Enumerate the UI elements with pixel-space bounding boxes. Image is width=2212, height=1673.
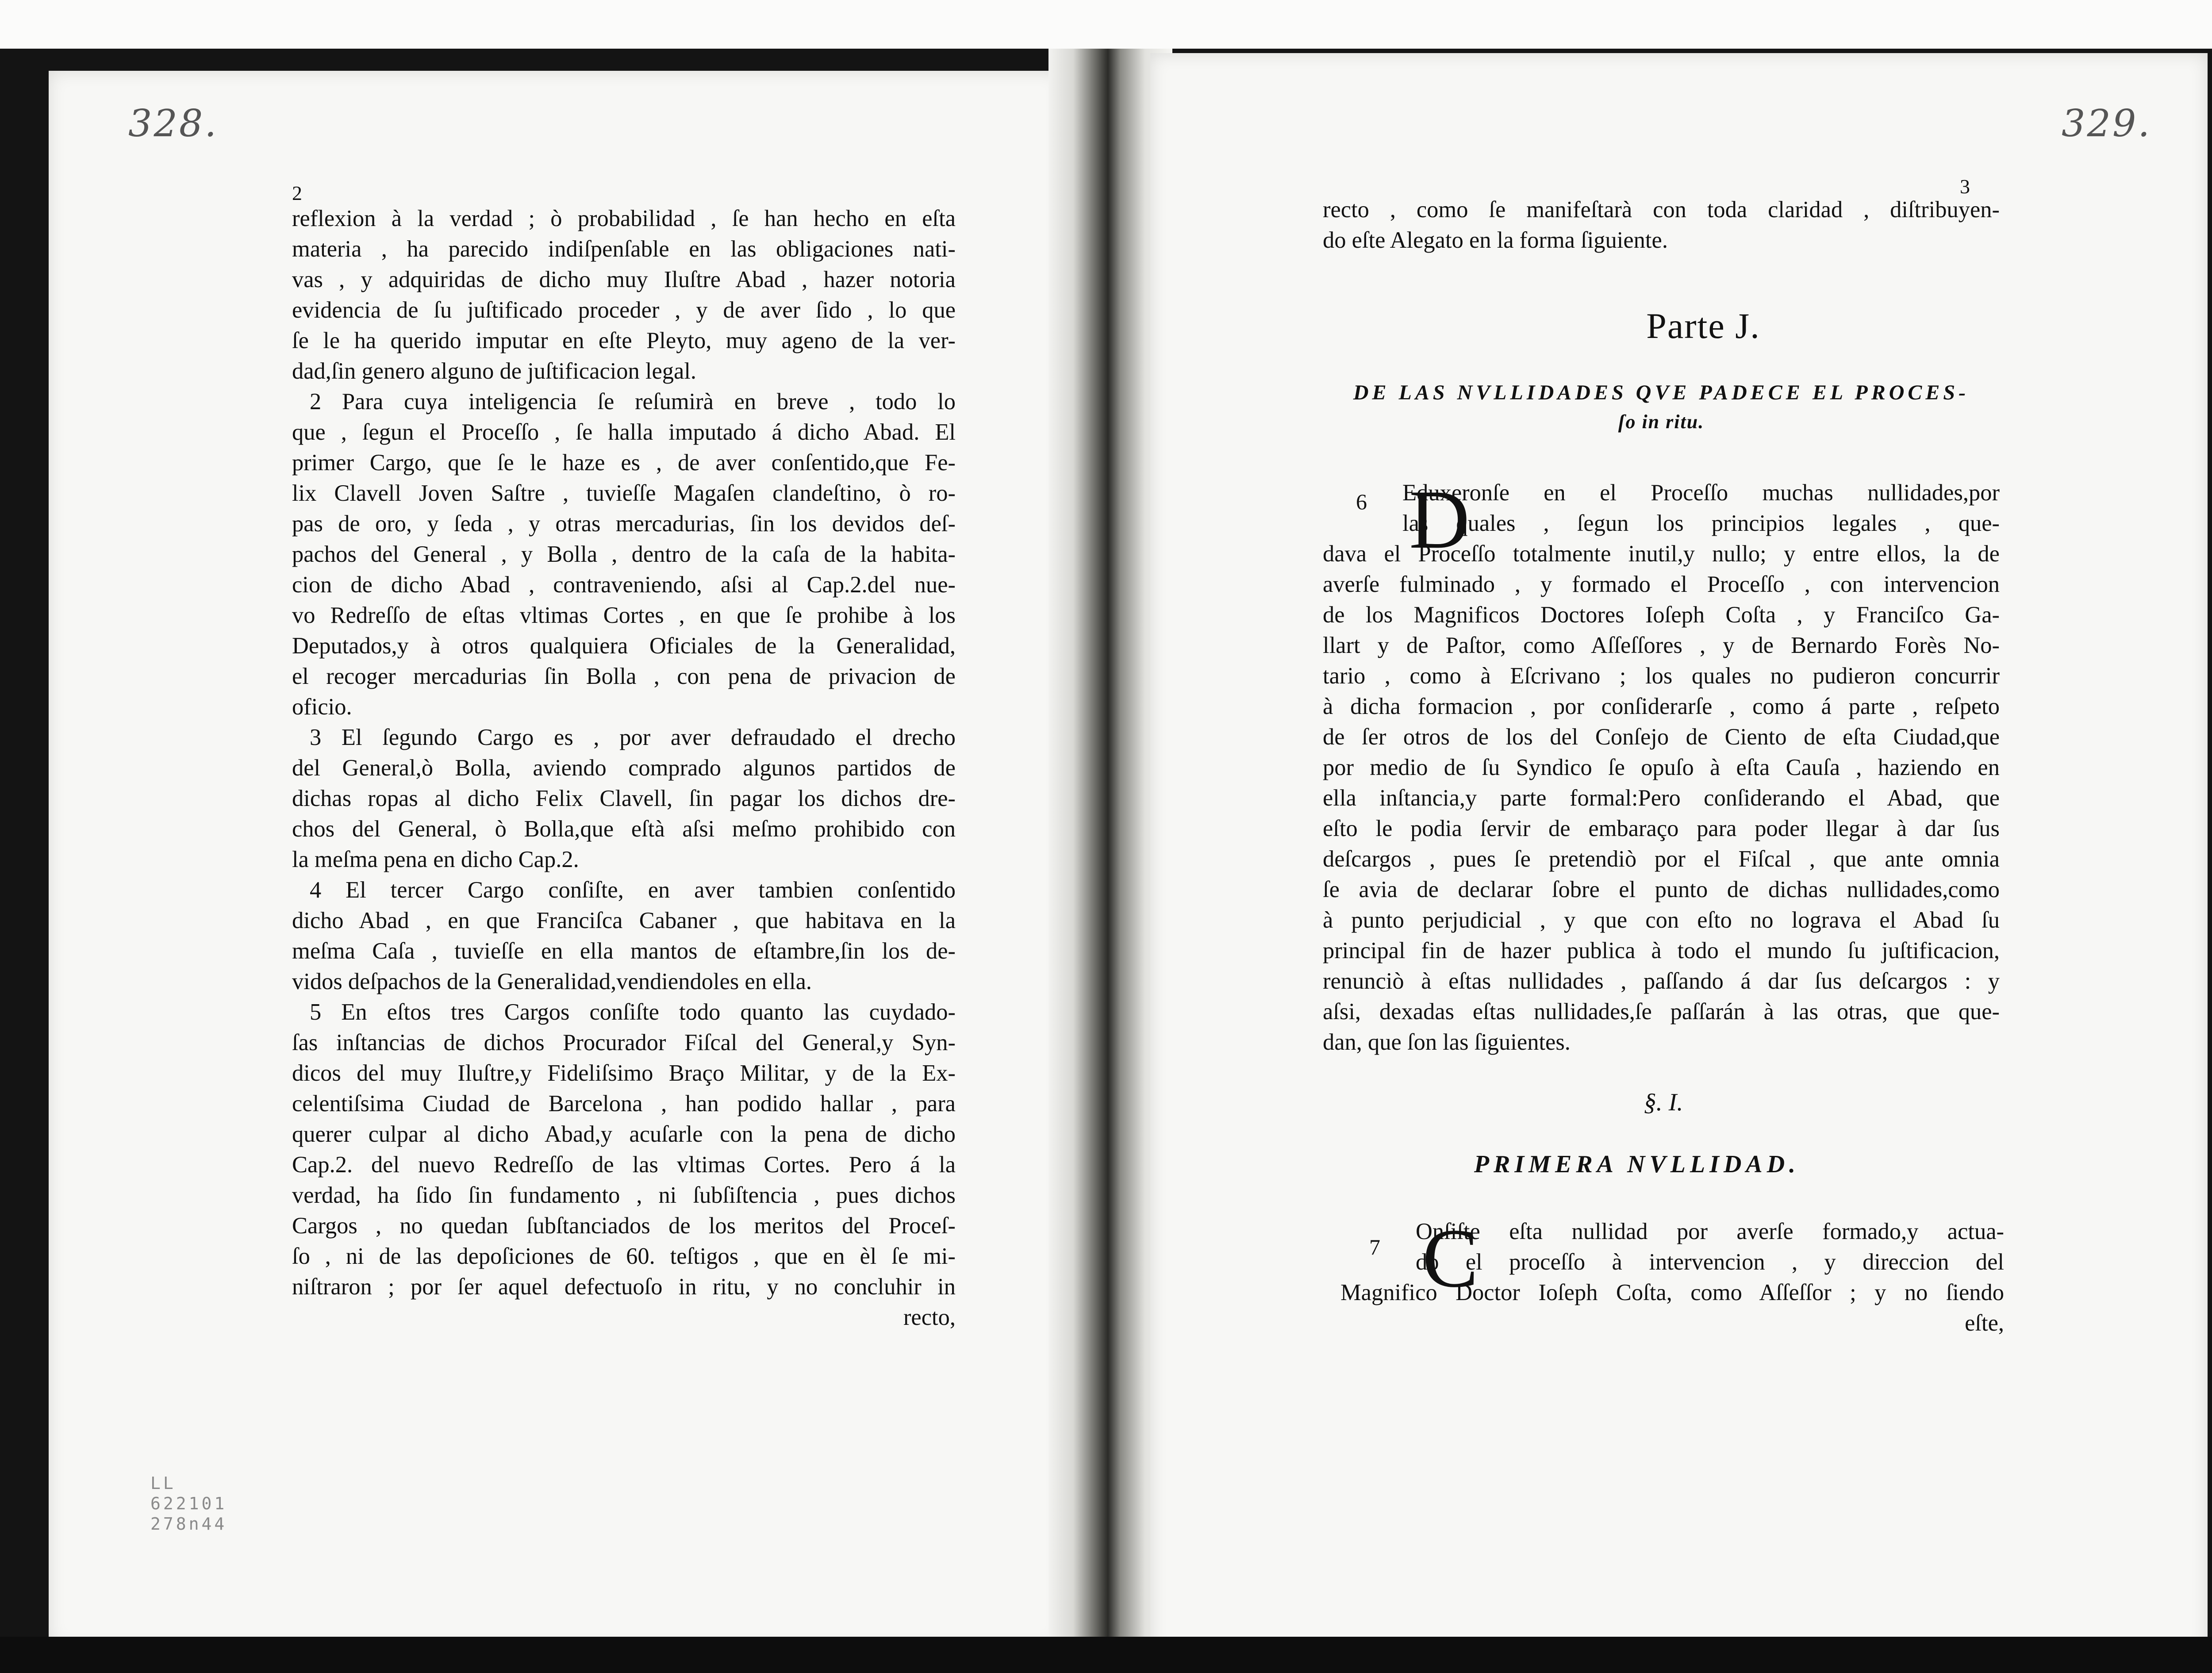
text-line: meſma Caſa , tuvieſſe en ella mantos de eſtambre,ſin los de- — [292, 938, 956, 964]
text-line: ſe le ha querido imputar en eſte Pleyto, muy ageno de la ver- — [292, 328, 956, 353]
section-mark: §. I. — [1644, 1089, 1683, 1116]
text-line: do eſte Alegato en la forma ſiguiente. — [1323, 227, 1668, 253]
paragraph-6 — [1323, 473, 2000, 1058]
left-page-body — [292, 203, 956, 1333]
text-line: dava el Proceſſo totalmente inutil,y nullo; y entre ellos, la de — [1323, 541, 2000, 567]
text-line: dad,ſin genero alguno de juſtificacion legal. — [292, 358, 697, 384]
text-line: evidencia de ſu juſtificado proceder , y de aver ſido , lo que — [292, 297, 956, 323]
drop-cap-letter: D — [1409, 473, 1470, 566]
text-line: Magnifico Doctor Ioſeph Coſta, como Aſſeſſor ; y no ſiendo — [1340, 1280, 2004, 1305]
part-title: Parte J. — [1646, 306, 1760, 346]
primera-nullidad-heading: PRIMERA NVLLIDAD. — [1474, 1151, 1800, 1178]
text-line: del General,ò Bolla, aviendo comprado algunos partidos de — [292, 755, 956, 781]
right-page-intro — [1323, 195, 2000, 256]
text-line: 3 El ſegundo Cargo es , por aver defraudado el drecho — [310, 725, 956, 750]
text-line: dicho Abad , en que Franciſca Cabaner , que habitava en la — [292, 908, 956, 933]
text-line: celentiſsima Ciudad de Barcelona , han podido hallar , para — [292, 1091, 956, 1117]
text-line: verdad, ha ſido ſin fundamento , ni ſubſiſtencia , pues dichos — [292, 1182, 956, 1208]
text-line: la meſma pena en dicho Cap.2. — [292, 847, 579, 872]
text-line: eſto le podia ſervir de embaraço para poder llegar à dar ſus — [1323, 816, 2000, 841]
text-line: Eduxeronſe en el Proceſſo muchas nullidades,por — [1402, 480, 2000, 506]
text-line: ſas inſtancias de dichos Procurador Fiſcal del General,y Syn- — [292, 1030, 956, 1055]
text-line: lix Clavell Joven Saſtre , tuvieſſe Magaſen clandeſtino, ò ro- — [292, 480, 956, 506]
text-line: à punto perjudicial , y que con eſto no lograva el Abad ſu — [1323, 907, 2000, 933]
left-page-number: 2 — [292, 182, 302, 204]
right-page-number: 3 — [1960, 175, 1970, 198]
text-line: Cap.2. del nuevo Redreſſo de las vltimas Cortes. Pero á la — [292, 1152, 956, 1178]
text-line: recto , como ſe manifeſtarà con toda claridad , diſtribuyen- — [1323, 197, 2000, 223]
text-line: el recoger mercadurias ſin Bolla , con pena de privacion de — [292, 664, 956, 689]
text-line: ella inſtancia,y parte formal:Pero conſiderando el Abad, que — [1323, 785, 2000, 811]
text-line: 4 El tercer Cargo conſiſte, en aver tambien conſentido — [310, 877, 956, 903]
text-line: Cargos , no quedan ſubſtanciados de los meritos del Proceſ- — [292, 1213, 956, 1239]
text-line: vidos deſpachos de la Generalidad,vendiendoles en ella. — [292, 969, 812, 994]
paragraph-number: 7 — [1369, 1235, 1380, 1259]
text-line: cion de dicho Abad , contraveniendo, aſsi al Cap.2.del nue- — [292, 572, 956, 598]
text-line: niſtraron ; por ſer aquel defectuoſo in ritu, y no concluhir in — [292, 1274, 956, 1300]
text-line: tario , como à Eſcrivano ; los quales no pudieron concurrir — [1323, 663, 2000, 689]
text-line: 5 En eſtos tres Cargos conſiſte todo quanto las cuydado- — [310, 999, 956, 1025]
text-line: dan, que ſon las ſiguientes. — [1323, 1029, 1571, 1055]
nullity-heading-sub: ſo in ritu. — [1618, 411, 1705, 433]
text-line: principal fin de hazer publica à todo el mundo ſu juſtificacion, — [1323, 938, 2000, 963]
text-line: llart y de Paſtor, como Aſſeſſores , y de Bernardo Forès No- — [1323, 633, 2000, 658]
text-line: renunciò à eſtas nullidades , paſſando á dar ſus deſcargos : y — [1323, 968, 2000, 994]
text-line: 2 Para cuya inteligencia ſe reſumirà en breve , todo lo — [310, 389, 956, 414]
text-line: de los Magnificos Doctores Ioſeph Coſta , y Franciſco Ga- — [1323, 602, 2000, 628]
text-line: chos del General, ò Bolla,que eſtà aſsi meſmo prohibido con — [292, 816, 956, 842]
text-line: oficio. — [292, 694, 352, 720]
text-line: recto, — [903, 1305, 956, 1330]
text-line: pachos del General , y Bolla , dentro de la caſa de la habita- — [292, 541, 956, 567]
paragraph-number: 6 — [1356, 489, 1367, 514]
text-line: Deputados,y à otros qualquiera Oficiales de la Generalidad, — [292, 633, 956, 659]
paragraph-7 — [1340, 1212, 2004, 1339]
text-line: averſe fulminado , y formado el Proceſſo , con intervencion — [1323, 572, 2000, 597]
text-line: primer Cargo, que ſe le haze es , de aver conſentido,que Fe- — [292, 450, 956, 476]
text-line: ſe avia de declarar ſobre el punto de dichas nullidades,como — [1323, 877, 2000, 902]
archive-stamp — [150, 1473, 283, 1534]
drop-cap-letter: C — [1422, 1212, 1479, 1305]
text-line: de ſer otros de los del Conſejo de Ciento de eſta Ciudad,que — [1323, 724, 2000, 750]
archive-stamp-line: 622101 — [150, 1494, 227, 1513]
text-line: por medio de ſu Syndico ſe opuſo à eſta Cauſa , haziendo en — [1323, 755, 2000, 780]
text-line: reflexion à la verdad ; ò probabilidad , ſe han hecho en eſta — [292, 206, 956, 231]
nullity-heading — [1323, 378, 2000, 437]
text-line: Onſiſte eſta nullidad por averſe formado,y actua- — [1416, 1219, 2004, 1244]
text-line: pas de oro, y ſeda , y otras mercadurias, ſin los devidos deſ- — [292, 511, 956, 537]
text-line: vas , y adquiridas de dicho muy Iluſtre Abad , hazer notoria — [292, 267, 956, 292]
text-line: eſte, — [1965, 1310, 2004, 1336]
text-line: que , ſegun el Proceſſo , ſe halla imputado á dicho Abad. El — [292, 419, 956, 445]
archive-stamp-line: 278n44 — [150, 1514, 227, 1534]
text-line: dichas ropas al dicho Felix Clavell, ſin pagar los dichos dre- — [292, 786, 956, 811]
archive-stamp-line: LL — [150, 1473, 176, 1493]
text-line: materia , ha parecido indiſpenſable en las obligaciones nati- — [292, 236, 956, 262]
text-line: dicos del muy Iluſtre,y Fideliſsimo Braço Militar, y de la Ex- — [292, 1060, 956, 1086]
text-line: aſsi, dexadas eſtas nullidades,ſe paſſarán à las otras, que que- — [1323, 999, 2000, 1025]
text-line: do el proceſſo à intervencion , y direccion del — [1416, 1249, 2004, 1275]
scan-bottom-margin — [0, 1637, 2212, 1673]
text-line: vo Redreſſo de eſtas vltimas Cortes , en que ſe prohibe à los — [292, 602, 956, 628]
nullity-heading-main: DE LAS NVLLIDADES QVE PADECE EL PROCES- — [1353, 381, 1970, 404]
right-folio-handwritten: 329. — [2062, 102, 2152, 145]
text-line: à dicha formacion , por conſiderarſe , como á parte , reſpeto — [1323, 694, 2000, 719]
text-line: deſcargos , pues ſe pretendiò por el Fiſcal , que ante omnia — [1323, 846, 2000, 872]
scan-top-margin — [0, 0, 2212, 49]
text-line: querer culpar al dicho Abad,y acuſarle con la pena de dicho — [292, 1121, 956, 1147]
left-folio-handwritten: 328. — [128, 102, 219, 145]
text-line: las quales , ſegun los principios legales , que- — [1402, 510, 2000, 536]
text-line: ſo , ni de las depoſiciones de 60. teſtigos , que en èl ſe mi- — [292, 1243, 956, 1269]
